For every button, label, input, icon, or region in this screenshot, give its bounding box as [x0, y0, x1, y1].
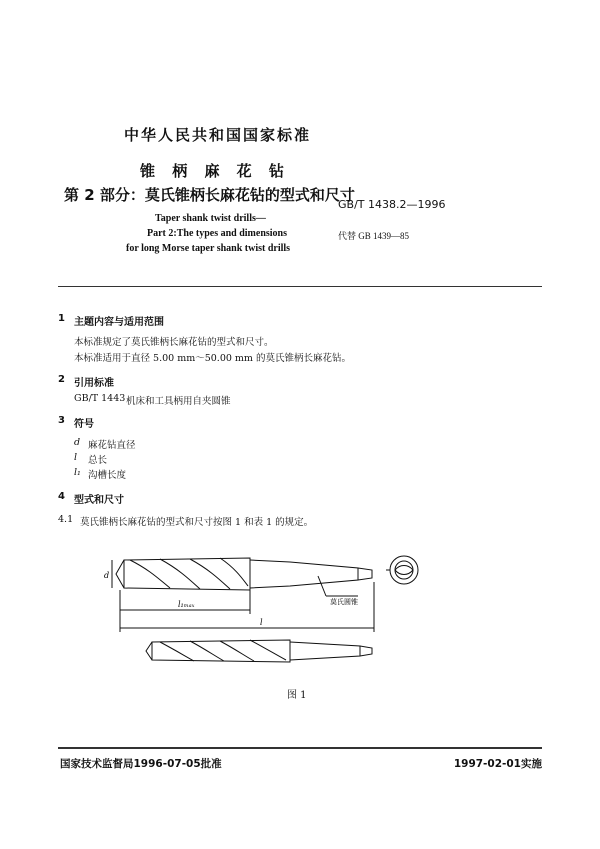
- drill-shank-top: [250, 560, 358, 588]
- section-1-paragraph-1: 本标准规定了莫氏锥柄长麻花钻的型式和尺寸。: [74, 337, 274, 348]
- symbol-l: l: [74, 452, 78, 463]
- replaces-standard: 代替 GB 1439—85: [338, 231, 410, 241]
- reference-code: GB/T 1443: [74, 393, 126, 404]
- drill-tang-top: [358, 568, 372, 580]
- symbol-l1: l₁: [74, 467, 81, 478]
- symbol-l1-description: 沟槽长度: [88, 470, 127, 481]
- drill-flute-4: [220, 558, 248, 586]
- header-rule: [58, 286, 542, 287]
- figure-label-l: l: [260, 618, 263, 627]
- symbol-l-description: 总长: [88, 455, 108, 466]
- symbol-d: d: [74, 437, 81, 448]
- section-4-heading: 型式和尺寸: [74, 495, 124, 506]
- drill-end-view-inner: [395, 561, 413, 579]
- drill-tip-top: [116, 560, 124, 588]
- english-title-line-2: Part 2:The types and dimensions: [147, 228, 288, 239]
- subsection-4-1-number: 4.1: [58, 514, 74, 525]
- drill-figure: [90, 550, 430, 670]
- figure-caption: 图 1: [287, 690, 307, 701]
- section-2-number: 2: [58, 374, 65, 385]
- section-2-heading: 引用标准: [74, 378, 114, 389]
- figure-label-morse-taper: 莫氏圆锥: [330, 598, 358, 606]
- section-1-heading: 主题内容与适用范围: [74, 317, 164, 328]
- english-title-line-1: Taper shank twist drills—: [155, 213, 266, 224]
- section-3-heading: 符号: [74, 419, 94, 430]
- subsection-4-1-text: 莫氏锥柄长麻花钻的型式和尺寸按图 1 和表 1 的规定。: [80, 517, 314, 528]
- drill-flute-3: [190, 559, 230, 589]
- drill-body-top: [124, 558, 250, 590]
- section-4-number: 4: [58, 491, 65, 502]
- english-title-line-3: for long Morse taper shank twist drills: [126, 243, 291, 254]
- drill-flute-1: [130, 560, 170, 588]
- national-standard-heading: 中华人民共和国国家标准: [124, 126, 312, 144]
- section-1-number: 1: [58, 313, 65, 324]
- drill-tip-bottom: [146, 642, 152, 660]
- footer-rule: [58, 747, 542, 749]
- figure-label-d: d: [104, 571, 110, 580]
- figure-label-l1: l₁ₘₐₓ: [178, 600, 195, 609]
- symbol-d-description: 麻花钻直径: [88, 440, 136, 451]
- drill-tang-bottom: [360, 646, 372, 656]
- section-1-paragraph-2: 本标准适用于直径 5.00 mm～50.00 mm 的莫氏锥柄长麻花钻。: [74, 353, 351, 364]
- part-title: 第 2 部分：莫氏锥柄长麻花钻的型式和尺寸: [64, 186, 355, 204]
- issued-date: 国家技术监督局1996-07-05批准: [60, 758, 222, 770]
- implementation-date: 1997-02-01实施: [453, 758, 542, 770]
- drill-shank-bottom: [290, 642, 360, 660]
- standard-number: GB/T 1438.2—1996: [338, 198, 446, 211]
- section-3-number: 3: [58, 415, 65, 426]
- reference-title: 机床和工具柄用自夹圆锥: [126, 396, 231, 407]
- drill-end-view-outer: [390, 556, 418, 584]
- document-title: 锥 柄 麻 花 钻: [140, 162, 290, 180]
